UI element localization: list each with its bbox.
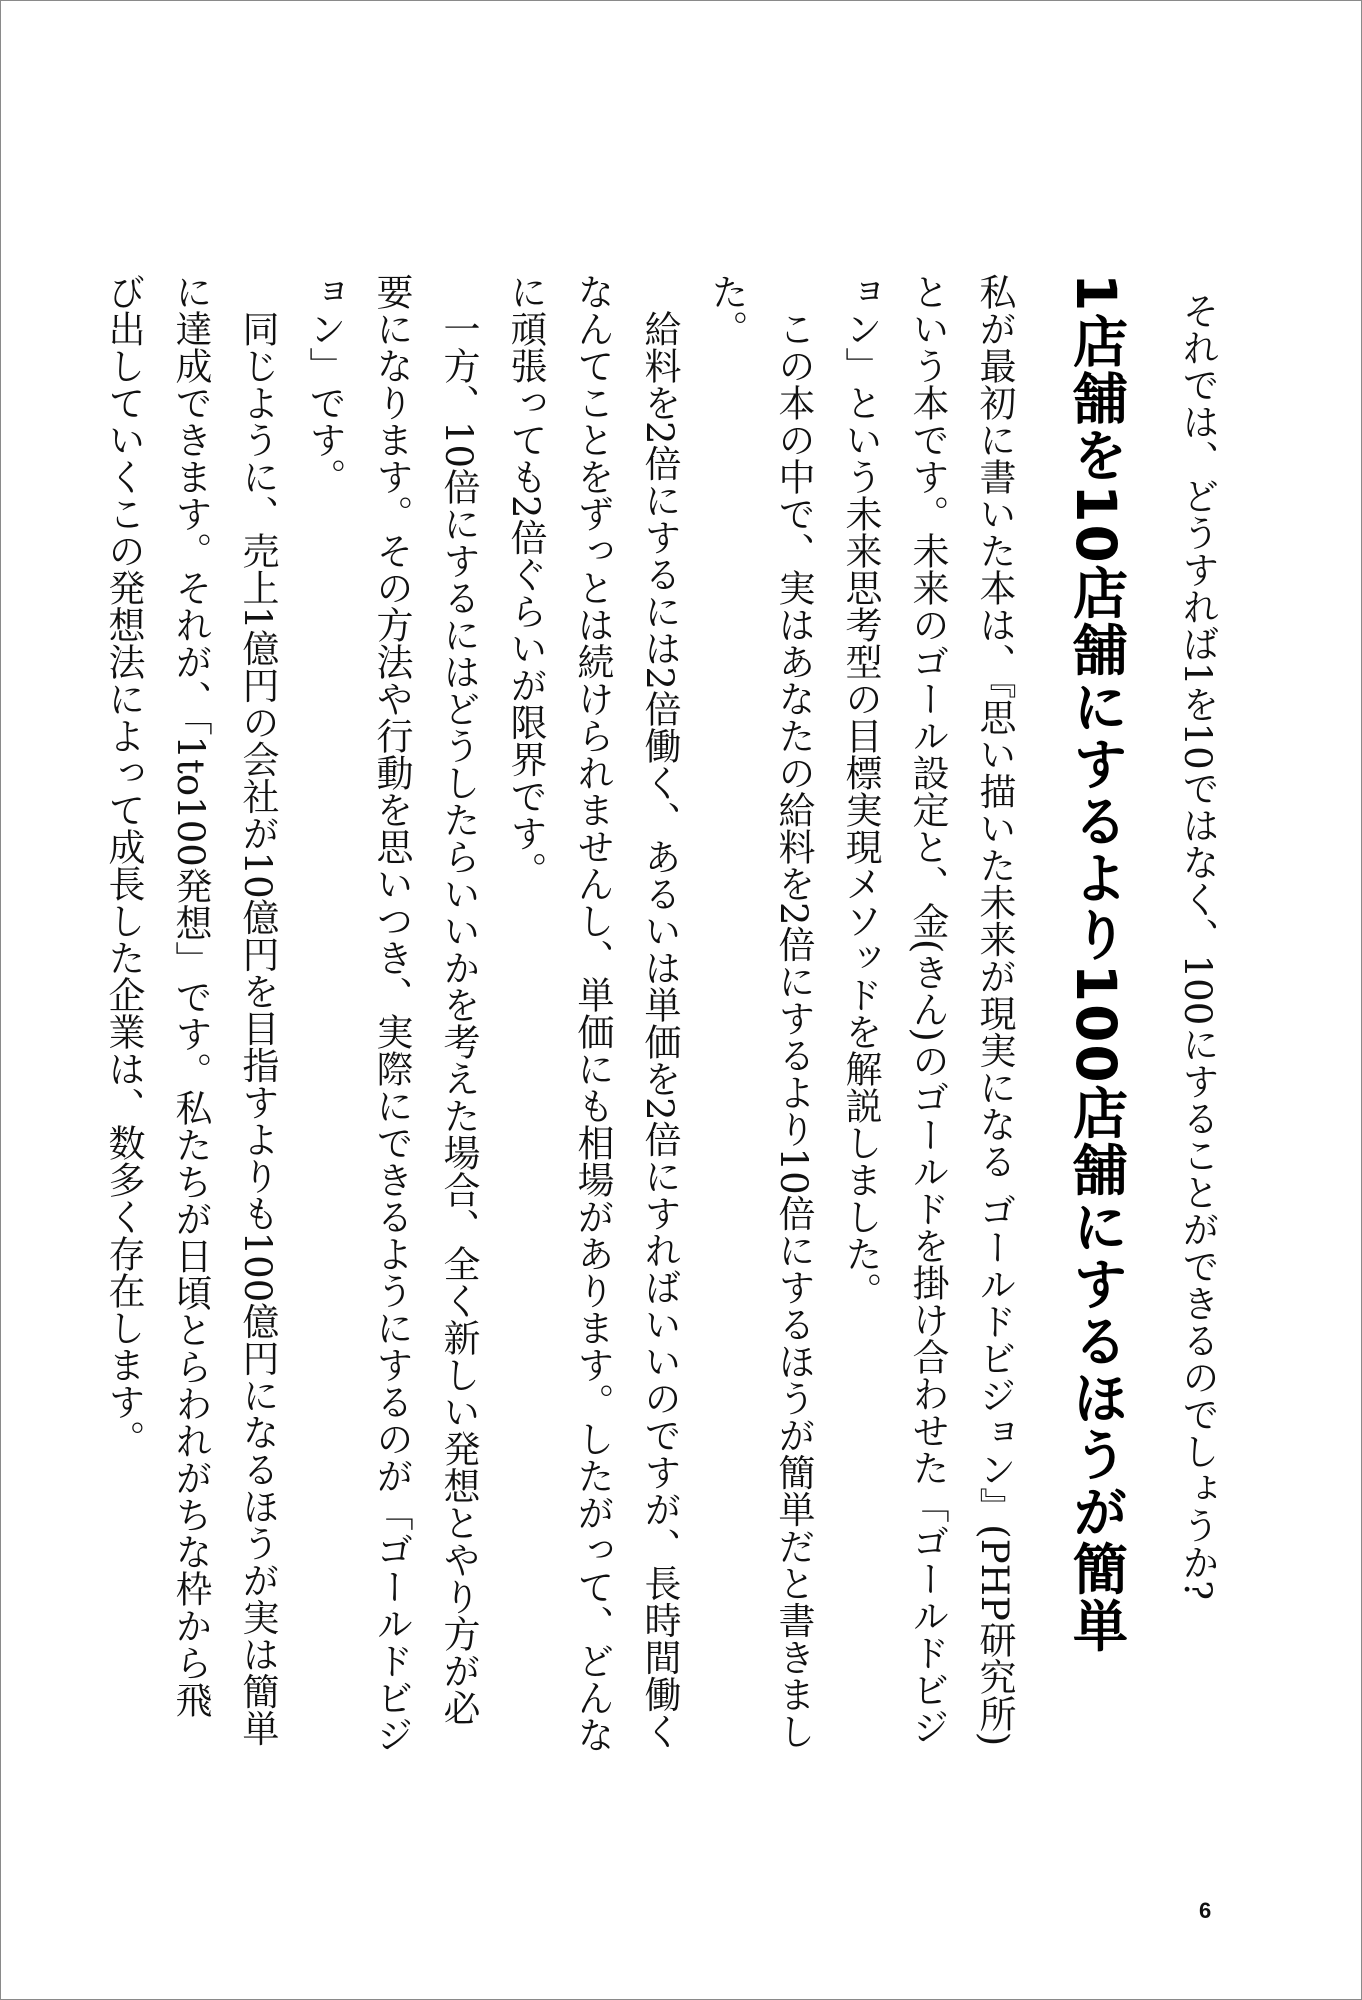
body-paragraph: 同じように、売上1億円の会社が10億円を目指すよりも100億円になるほうが実は簡単に達成できます。それが、「1to100発想」です。私たちが日頃とらわれがちな枠から飛び出していくこの発想法によって成長した企業は、数多く存在します。 <box>102 273 279 1747</box>
intro-paragraph: それでは、どうすれば1を10ではなく、100にすることができるのでしょうか? <box>1176 291 1219 1600</box>
body-paragraph: 私が最初に書いた本は、『思い描いた未来が現実になる ゴールドビジョン』(PHP研究所)という本です。未来のゴール設定と、金(きん)のゴールドを掛け合わせた「ゴールドビジョン」という未来思考型の目標実現メソッドを解説しました。 <box>839 273 1016 1747</box>
vertical-text-body <box>90 273 1231 1753</box>
section-heading: 1店舗を10店舗にするより100店舗にするほうが簡単 <box>1064 273 1128 1655</box>
body-paragraph: 給料を2倍にするには2倍働く、あるいは単価を2倍にすればいいのですが、長時間働くなんてことをずっとは続けられませんし、単価にも相場があります。したがって、どんなに頑張っても2倍ぐらいが限界です。 <box>504 273 681 1753</box>
body-paragraph: この本の中で、実はあなたの給料を2倍にするより10倍にするほうが簡単だと書きました。 <box>705 273 815 1750</box>
body-paragraph: 一方、10倍にするにはどうしたらいいかを考えた場合、全く新しい発想とやり方が必要になります。その方法や行動を思いつき、実際にできるようにするのが「ゴールドビジョン」です。 <box>303 273 480 1753</box>
page-number: 6 <box>1199 1898 1212 1923</box>
